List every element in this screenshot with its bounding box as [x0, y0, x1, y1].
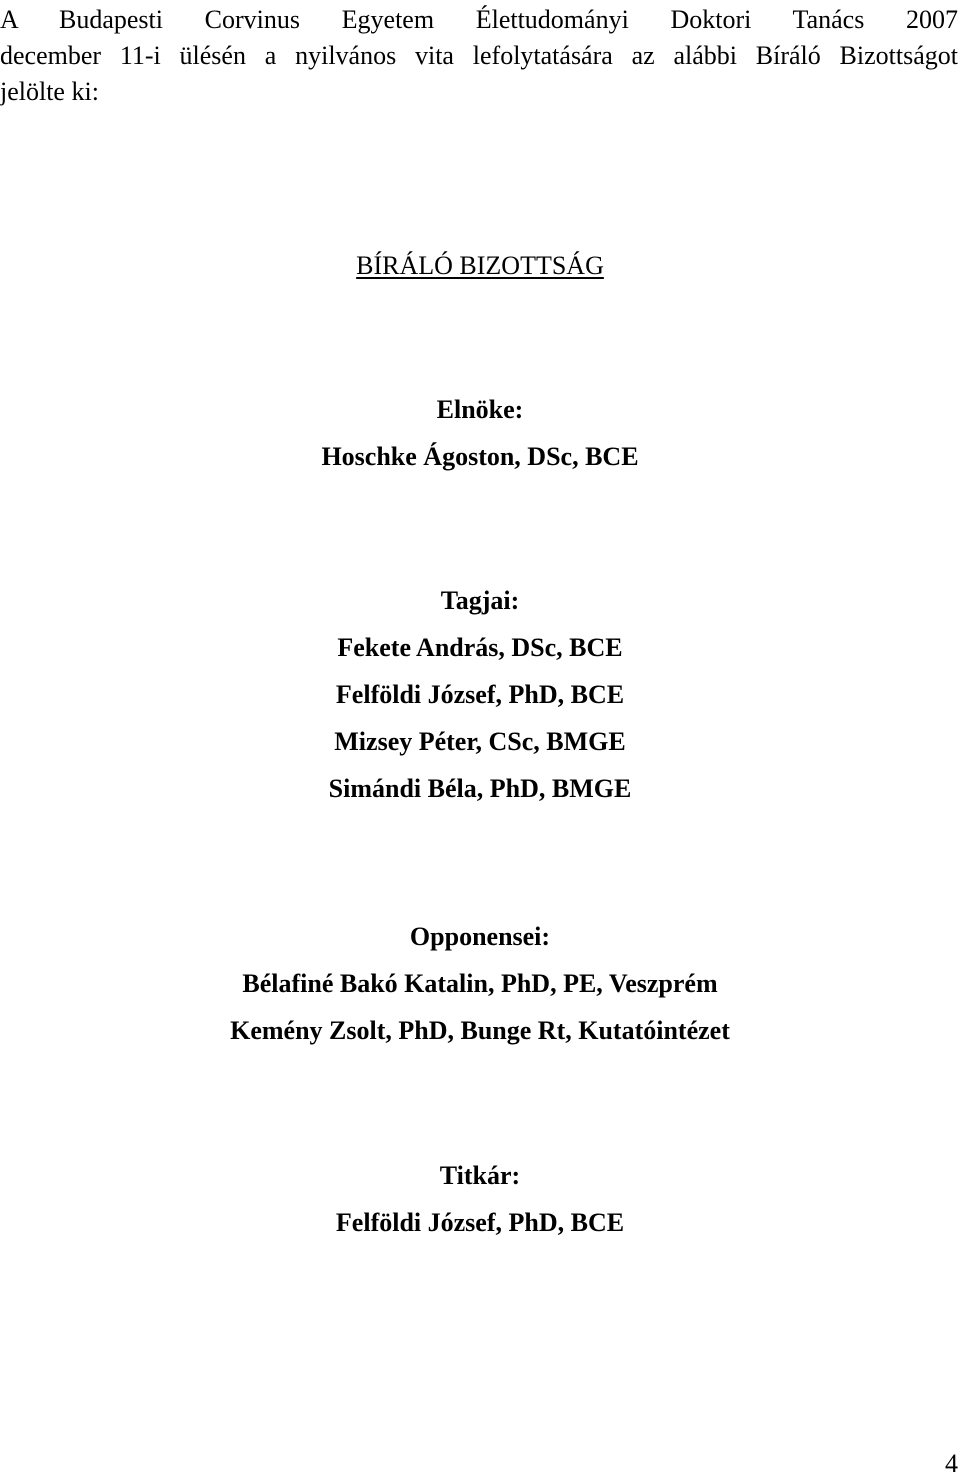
member-item: Mizsey Péter, CSc, BMGE [334, 727, 626, 756]
chair-label: Elnöke: [436, 395, 524, 424]
chair-name: Hoschke Ágoston, DSc, BCE [321, 442, 639, 471]
members-block [0, 577, 960, 812]
secretary-label: Titkár: [439, 1161, 521, 1190]
intro-line-3: jelölte ki: [0, 77, 99, 106]
member-item: Felföldi József, PhD, BCE [335, 680, 625, 709]
secretary-block [0, 1152, 960, 1246]
intro-line-2: december 11-i ülésén a nyilvános vita lefolytatására az alábbi Bíráló Bizottságot [0, 41, 958, 70]
intro-line-1: A Budapesti Corvinus Egyetem Élettudományi Doktori Tanács 2007 [0, 5, 958, 34]
committee-heading: BÍRÁLÓ BIZOTTSÁG [356, 251, 604, 280]
intro-paragraph [0, 2, 958, 110]
opponent-item: Kemény Zsolt, PhD, Bunge Rt, Kutatóintézet [230, 1016, 730, 1045]
opponent-item: Bélafiné Bakó Katalin, PhD, PE, Veszprém [242, 969, 718, 998]
secretary-name: Felföldi József, PhD, BCE [335, 1208, 625, 1237]
chair-block [0, 386, 960, 480]
page-number: 4 [945, 1449, 958, 1478]
member-item: Simándi Béla, PhD, BMGE [328, 774, 632, 803]
opponents-block [0, 913, 960, 1054]
opponents-label: Opponensei: [409, 922, 551, 951]
members-label: Tagjai: [440, 586, 520, 615]
member-item: Fekete András, DSc, BCE [337, 633, 623, 662]
